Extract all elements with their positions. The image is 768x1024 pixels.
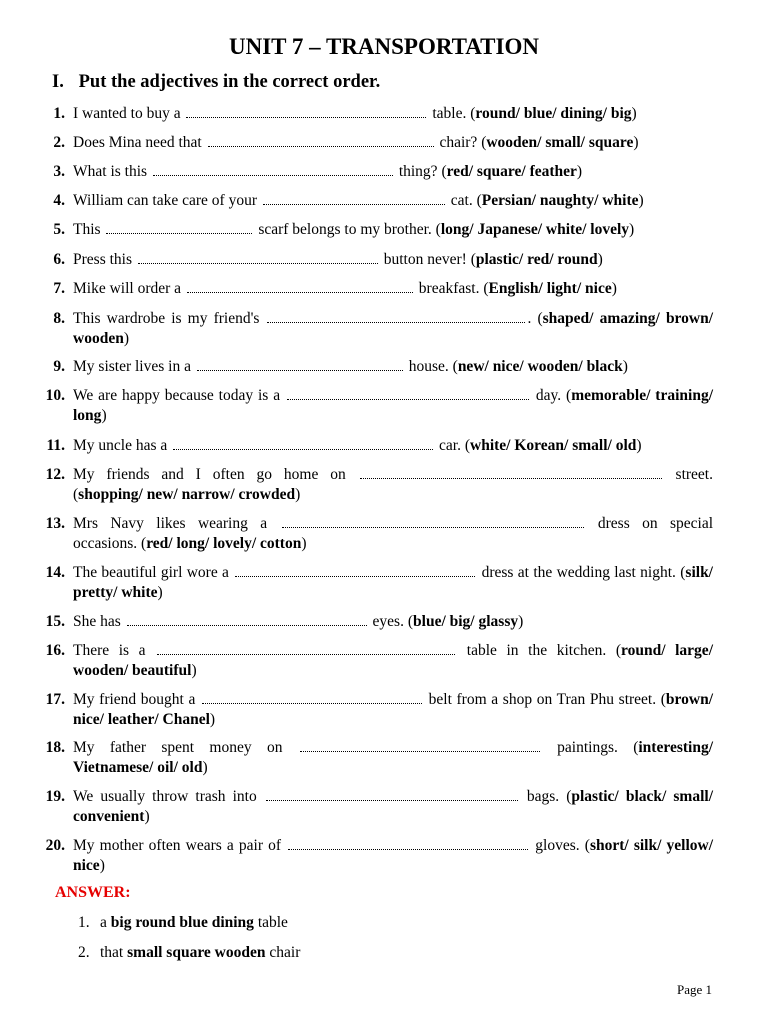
answer-noun: table: [253, 914, 288, 931]
answer-item: [78, 944, 300, 962]
answer-blank[interactable]: [300, 738, 540, 752]
question-item: [40, 641, 713, 680]
question-text-after: breakfast.: [414, 280, 484, 297]
question-number: 12.: [45, 466, 65, 483]
question-text-after: paintings.: [541, 739, 634, 756]
hint-word: shopping/: [78, 485, 143, 503]
adjective-hint: (interesting/ Vietnamese/ oil/ old): [73, 739, 713, 776]
answer-blank[interactable]: [288, 836, 528, 850]
question-number: 8.: [53, 310, 65, 327]
adjective-hint: (long/ Japanese/ white/ lovely): [435, 221, 635, 238]
adjective-hint: (short/ silk/ yellow/ nice): [73, 837, 714, 874]
question-number: 2.: [53, 134, 65, 151]
question-text: [73, 690, 713, 729]
adjective-hint: (red/ square/ feather): [441, 163, 583, 180]
answer-blank[interactable]: [138, 250, 378, 264]
question-text-after: belt from a shop on Tran Phu street.: [424, 691, 661, 708]
hint-word: Persian/: [481, 192, 536, 209]
hint-word: oil/: [157, 758, 178, 776]
question-text-before: Mike will order a: [73, 280, 185, 297]
section-number: I.: [52, 72, 64, 92]
question-number: 6.: [53, 251, 65, 268]
answer-heading: ANSWER:: [55, 884, 131, 901]
hint-word: beautiful: [132, 661, 192, 679]
answer-pre: that: [100, 944, 128, 961]
hint-word: black: [586, 358, 623, 375]
question-text-before: Press this: [73, 251, 136, 268]
question-item: [40, 162, 713, 182]
question-item: [40, 133, 713, 153]
question-item: [40, 309, 713, 348]
answer-number: 1.: [78, 914, 90, 931]
section-heading-text: Put the adjectives in the correct order.: [78, 72, 381, 92]
question-text-after: chair?: [435, 134, 482, 151]
hint-word: lovely: [590, 221, 630, 238]
question-text-before: My friends and I often go home on: [73, 466, 358, 483]
hint-word: narrow/: [181, 485, 235, 503]
question-item: [40, 836, 713, 875]
question-text: [73, 250, 713, 270]
hint-word: round/: [620, 642, 666, 659]
question-text-after: house.: [404, 358, 453, 375]
hint-word: large/: [675, 642, 713, 659]
adjective-hint: (shaped/ amazing/ brown/ wooden): [73, 310, 714, 347]
answer-noun: chair: [265, 944, 301, 961]
hint-word: black/: [625, 788, 667, 805]
question-text-before: My friend bought a: [73, 691, 201, 708]
hint-word: yellow/: [666, 837, 714, 854]
hint-word: amazing/: [599, 310, 660, 327]
hint-word: nice/: [73, 710, 104, 728]
question-text: [73, 133, 713, 153]
question-text-before: My father spent money on: [73, 739, 298, 756]
answer-adjectives: big round blue dining: [110, 914, 254, 931]
adjective-hint: (English/ light/ nice): [483, 280, 617, 297]
question-text-after: eyes.: [368, 613, 408, 630]
question-text: [73, 738, 713, 777]
question-text: [73, 787, 713, 826]
question-text-before: She has: [73, 613, 125, 630]
question-item: [40, 738, 713, 777]
answer-blank[interactable]: [186, 104, 426, 118]
answer-blank[interactable]: [173, 436, 433, 450]
question-item: [40, 690, 713, 729]
answer-blank[interactable]: [127, 612, 367, 626]
question-item: [40, 220, 713, 240]
answer-blank[interactable]: [263, 191, 445, 205]
question-text: [73, 357, 713, 377]
hint-word: old: [615, 437, 637, 454]
answer-blank[interactable]: [235, 563, 475, 577]
question-number: 10.: [45, 387, 65, 404]
adjective-hint: (memorable/ training/ long): [73, 387, 713, 424]
adjective-hint: (plastic/ red/ round): [470, 251, 603, 268]
answer-adjectives: small square wooden: [127, 944, 266, 961]
adjective-hint: (plastic/ black/ small/ convenient): [73, 788, 714, 825]
page-number: Page 1: [676, 982, 712, 997]
hint-word: square: [588, 134, 634, 151]
question-text-before: We are happy because today is a: [73, 387, 285, 404]
hint-word: nice: [73, 856, 100, 874]
hint-word: nice/: [492, 358, 524, 375]
adjective-hint: (red/ long/ lovely/ cotton): [141, 534, 307, 552]
question-number: 17.: [45, 691, 65, 708]
adjective-hint: (round/ blue/ dining/ big): [470, 105, 637, 122]
hint-word: interesting/: [638, 739, 713, 756]
hint-word: naughty/: [539, 192, 599, 209]
question-text-after: gloves.: [530, 837, 585, 854]
question-text: [73, 279, 713, 299]
answer-blank[interactable]: [202, 690, 422, 704]
question-text-before: Mrs Navy likes wearing a: [73, 515, 280, 532]
answer-pre: a: [100, 914, 111, 931]
question-text-after: street.: [663, 466, 713, 483]
hint-word: long: [73, 406, 102, 424]
hint-word: new/: [457, 358, 489, 375]
hint-word: dining/: [560, 105, 607, 122]
hint-word: round: [557, 251, 598, 268]
question-number: 7.: [53, 280, 65, 297]
question-text: [73, 191, 713, 211]
hint-word: white/: [470, 437, 511, 454]
question-text-before: William can take care of your: [73, 192, 261, 209]
question-number: 20.: [45, 837, 65, 854]
hint-word: white: [121, 583, 158, 601]
question-text-after: dress on special occasions.: [73, 515, 714, 552]
hint-word: training/: [655, 387, 713, 404]
question-number: 19.: [45, 788, 65, 805]
hint-word: long/: [440, 221, 474, 238]
hint-word: convenient: [73, 807, 145, 825]
adjective-hint: (Persian/ naughty/ white): [476, 192, 644, 209]
hint-word: brown/: [665, 691, 714, 708]
question-number: 16.: [45, 642, 65, 659]
hint-word: brown/: [665, 310, 714, 327]
question-text-after: table.: [428, 105, 471, 122]
question-number: 4.: [53, 192, 65, 209]
question-text-after: dress at the wedding last night.: [477, 564, 681, 581]
adjective-hint: (shopping/ new/ narrow/ crowded): [73, 485, 301, 503]
hint-word: blue/: [413, 613, 446, 630]
question-text-before: What is this: [73, 163, 151, 180]
answer-blank[interactable]: [153, 162, 393, 176]
question-text-after: thing?: [394, 163, 442, 180]
hint-word: light/: [546, 280, 582, 297]
hint-word: wooden: [73, 329, 124, 347]
hint-word: big: [610, 105, 632, 122]
question-item: [40, 191, 713, 211]
question-text: [73, 465, 713, 504]
question-number: 9.: [53, 358, 65, 375]
question-text-after: car.: [435, 437, 465, 454]
adjective-hint: (blue/ big/ glassy): [407, 613, 524, 630]
hint-word: small/: [673, 788, 714, 805]
hint-word: Chanel: [162, 710, 210, 728]
hint-word: red/: [527, 251, 554, 268]
question-item: [40, 514, 713, 553]
question-item: [40, 436, 713, 456]
question-text: [73, 220, 713, 240]
question-text: [73, 309, 713, 348]
hint-word: silk/: [685, 564, 713, 581]
answer-blank[interactable]: [287, 386, 529, 400]
question-item: [40, 386, 713, 425]
answer-blank[interactable]: [267, 309, 525, 323]
hint-word: nice: [585, 280, 612, 297]
hint-word: red/: [446, 163, 474, 180]
question-number: 18.: [45, 739, 65, 756]
question-number: 15.: [45, 613, 65, 630]
adjective-hint: (wooden/ small/ square): [481, 134, 639, 151]
hint-word: blue/: [523, 105, 557, 122]
hint-word: silk/: [633, 837, 662, 854]
question-text-after: button never!: [379, 251, 471, 268]
hint-word: long/: [176, 534, 210, 552]
answer-blank[interactable]: [266, 787, 518, 801]
question-text-before: We usually throw trash into: [73, 788, 264, 805]
hint-word: memorable/: [571, 387, 651, 404]
hint-word: shaped/: [542, 310, 594, 327]
hint-word: wooden/: [486, 134, 542, 151]
question-text: [73, 514, 713, 553]
hint-word: leather/: [107, 710, 159, 728]
hint-word: big/: [449, 613, 475, 630]
question-text-before: There is a: [73, 642, 156, 659]
question-item: [40, 563, 713, 602]
question-text: [73, 563, 713, 602]
question-text-before: The beautiful girl wore a: [73, 564, 234, 581]
question-text-before: My mother often wears a pair of: [73, 837, 287, 854]
hint-word: round/: [475, 105, 520, 122]
question-number: 13.: [45, 515, 65, 532]
hint-word: pretty/: [73, 583, 118, 601]
question-number: 1.: [53, 105, 65, 122]
answer-number: 2.: [78, 944, 90, 961]
hint-word: plastic/: [475, 251, 524, 268]
question-item: [40, 357, 713, 377]
hint-word: short/: [589, 837, 629, 854]
hint-word: feather: [529, 163, 577, 180]
answer-blank[interactable]: [157, 641, 455, 655]
question-text-before: Does Mina need that: [73, 134, 206, 151]
answer-blank[interactable]: [208, 133, 434, 147]
question-text-before: My uncle has a: [73, 437, 172, 454]
answer-blank[interactable]: [106, 220, 252, 234]
hint-word: red/: [146, 534, 173, 552]
question-text-before: I wanted to buy a: [73, 105, 185, 122]
question-text-after: bags.: [519, 788, 567, 805]
answer-item: [78, 914, 288, 932]
question-item: [40, 250, 713, 270]
question-text-after: day.: [531, 387, 567, 404]
adjective-hint: (white/ Korean/ small/ old): [464, 437, 642, 454]
hint-word: old: [181, 758, 203, 776]
question-number: 3.: [53, 163, 65, 180]
question-text: [73, 436, 713, 456]
adjective-hint: (brown/ nice/ leather/ Chanel): [73, 691, 714, 728]
hint-word: small/: [572, 437, 612, 454]
question-item: [40, 465, 713, 504]
hint-word: English/: [488, 280, 543, 297]
section-heading: [52, 72, 380, 93]
adjective-hint: (silk/ pretty/ white): [73, 564, 713, 601]
hint-word: plastic/: [571, 788, 619, 805]
question-number: 14.: [45, 564, 65, 581]
question-text-after: cat.: [446, 192, 477, 209]
question-text: [73, 641, 713, 680]
adjective-hint: (round/ large/ wooden/ beautiful): [73, 642, 713, 679]
question-text-before: My sister lives in a: [73, 358, 195, 375]
answer-blank[interactable]: [360, 465, 662, 479]
question-text: [73, 386, 713, 425]
hint-word: Korean/: [514, 437, 569, 454]
question-item: [40, 279, 713, 299]
hint-word: Japanese/: [477, 221, 543, 238]
question-text: [73, 104, 713, 124]
question-text-after: .: [527, 310, 538, 327]
hint-word: white/: [545, 221, 587, 238]
hint-word: small/: [545, 134, 585, 151]
hint-word: lovely/: [213, 534, 257, 552]
hint-word: Vietnamese/: [73, 758, 154, 776]
question-number: 5.: [53, 221, 65, 238]
hint-word: new/: [146, 485, 178, 503]
hint-word: square/: [476, 163, 526, 180]
question-text: [73, 612, 713, 632]
adjective-hint: (new/ nice/ wooden/ black): [452, 358, 628, 375]
question-item: [40, 612, 713, 632]
hint-word: cotton: [260, 534, 302, 552]
hint-word: glassy: [478, 613, 519, 630]
hint-word: white: [602, 192, 639, 209]
question-number: 11.: [46, 437, 65, 454]
question-text-after: scarf belongs to my brother.: [254, 221, 436, 238]
question-text-before: This: [73, 221, 105, 238]
question-item: [40, 104, 713, 124]
question-text: [73, 836, 713, 875]
answer-blank[interactable]: [197, 357, 403, 371]
hint-word: wooden/: [73, 661, 129, 679]
answer-blank[interactable]: [282, 514, 584, 528]
hint-word: wooden/: [527, 358, 583, 375]
hint-word: crowded: [238, 485, 296, 503]
question-item: [40, 787, 713, 826]
question-text-before: This wardrobe is my friend's: [73, 310, 266, 327]
question-text: [73, 162, 713, 182]
question-text-after: table in the kitchen.: [457, 642, 616, 659]
page-title: UNIT 7 – TRANSPORTATION: [229, 34, 539, 59]
answer-blank[interactable]: [187, 279, 413, 293]
